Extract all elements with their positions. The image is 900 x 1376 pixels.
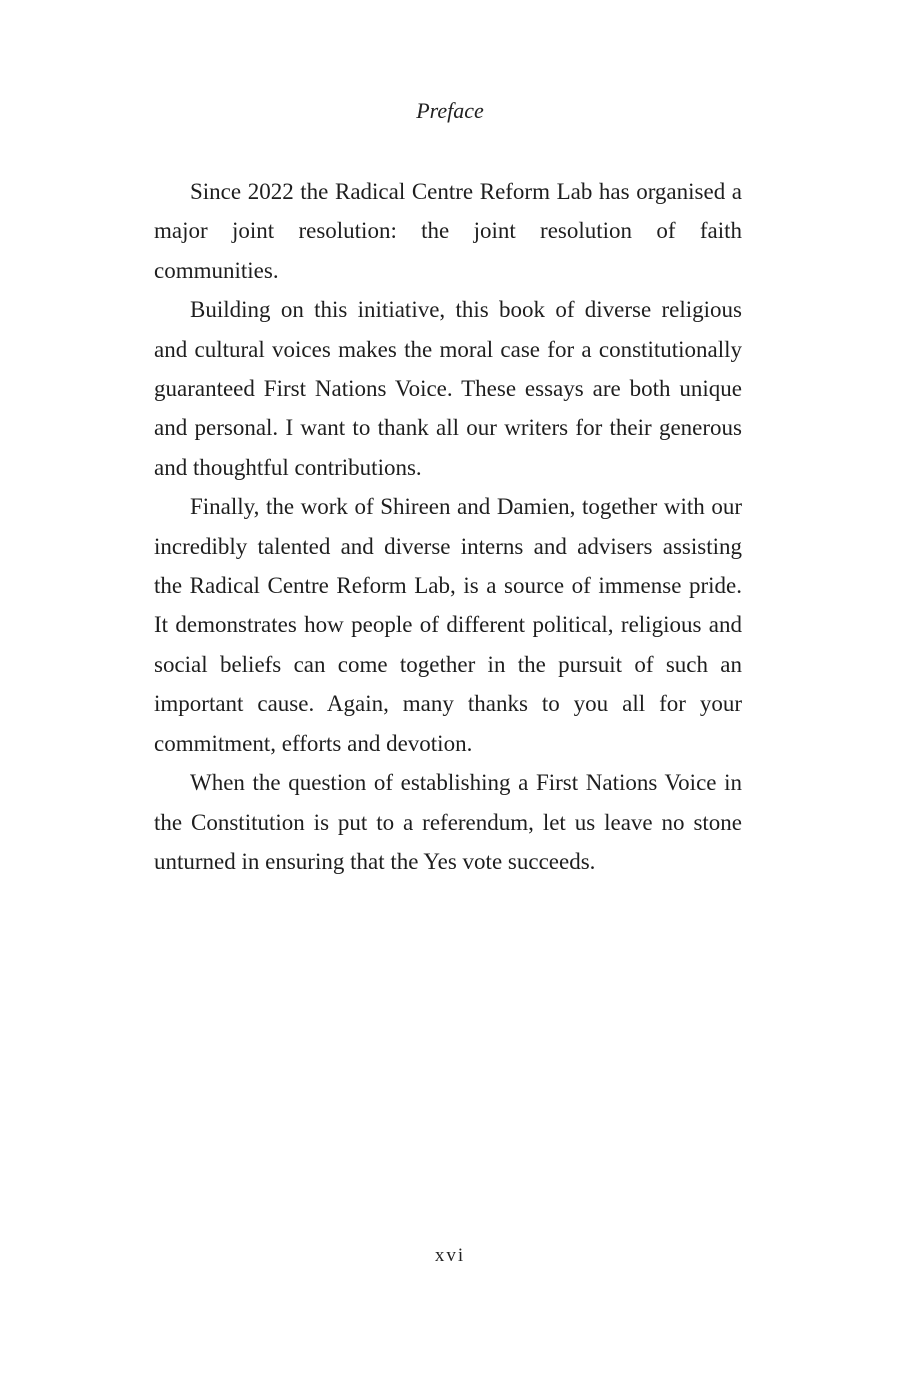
page-number: xvi <box>434 1245 466 1266</box>
paragraph-4: When the question of establishing a First Nations Voice in the Constitution is put to a referendum, let us leave no stone unturned in ensuring that the Yes vote succeeds. <box>154 770 742 874</box>
preface-body <box>154 172 742 881</box>
paragraph-1: Since 2022 the Radical Centre Reform Lab has organised a major joint resolution: the joint resolution of faith communities. <box>154 179 742 283</box>
paragraph-2: Building on this initiative, this book of diverse religious and cultural voices makes the moral case for a constitutionally guaranteed First Nations Voice. These essays are both unique and personal. I want to thank all our writers for their generous and thoughtful contributions. <box>154 297 742 480</box>
running-head: Preface <box>416 98 484 123</box>
paragraph-3: Finally, the work of Shireen and Damien, together with our incredibly talented and diverse interns and advisers assisting the Radical Centre Reform Lab, is a source of immense pride. It demonstrates how people of different political, religious and social beliefs can come together in the pursuit of such an important cause. Again, many thanks to you all for your commitment, efforts and devotion. <box>154 494 742 756</box>
